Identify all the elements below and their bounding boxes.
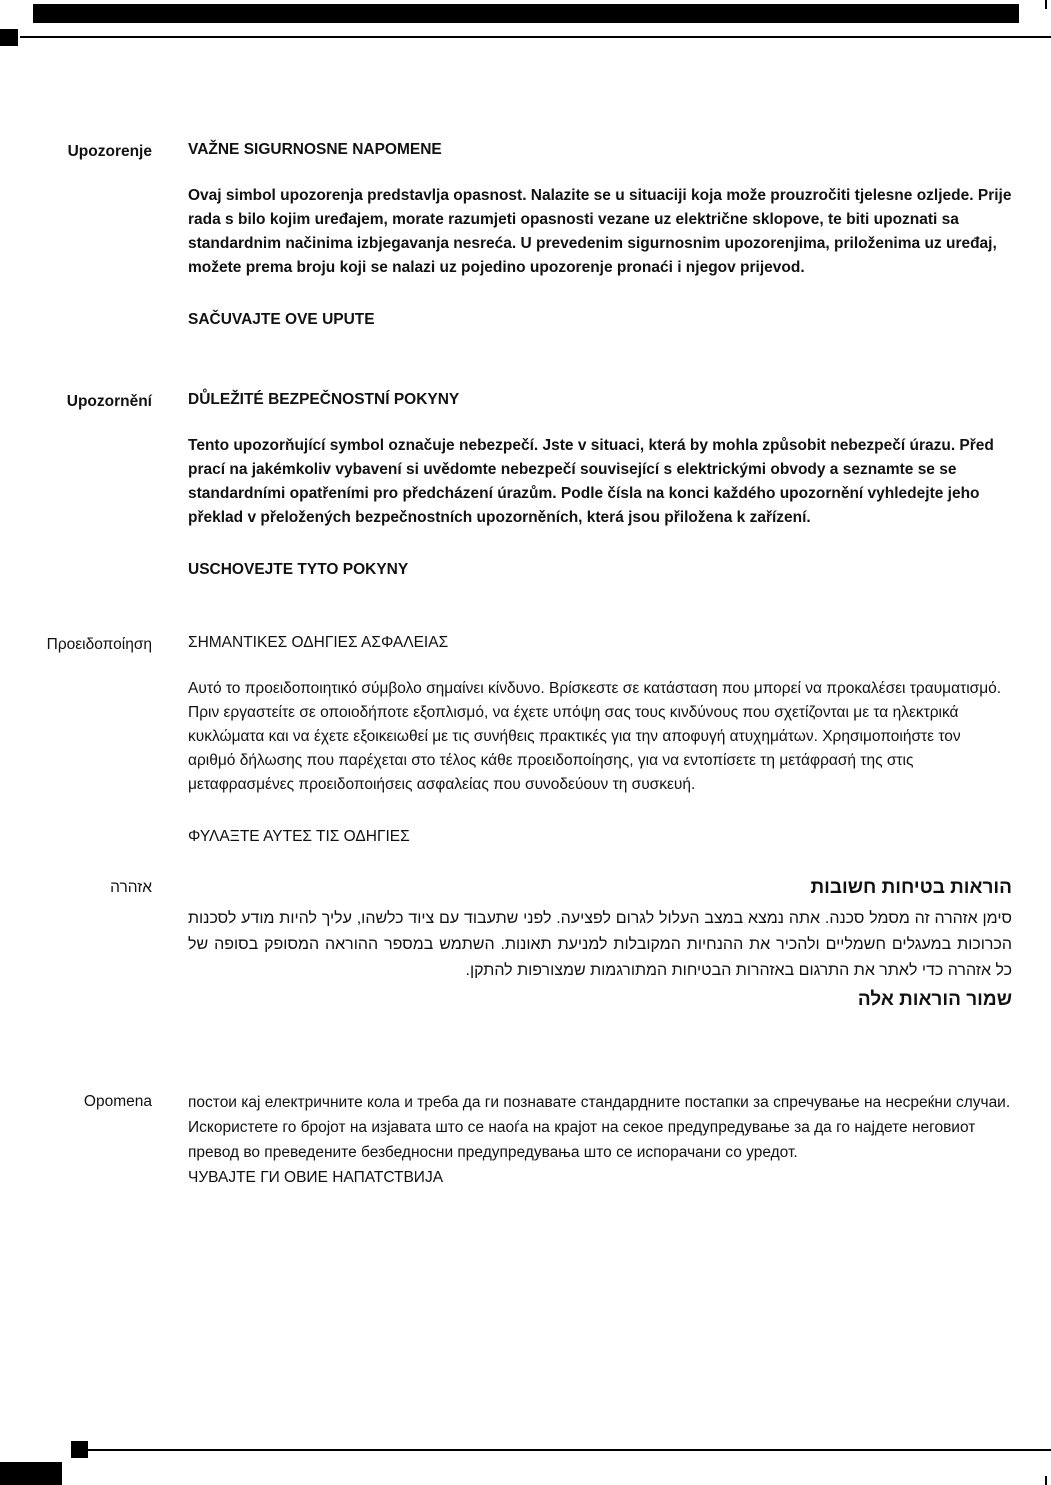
crop-square-top-left	[0, 29, 18, 46]
warning-heading: VAŽNE SIGURNOSNE NAPOMENE	[188, 141, 442, 158]
warning-section-greek	[0, 633, 1051, 847]
warning-text-block	[188, 390, 1012, 580]
header-rule	[20, 36, 1051, 38]
warning-section-czech	[0, 390, 1051, 580]
warning-text-block	[188, 633, 1012, 847]
bottom-banner-bar	[0, 1462, 62, 1485]
warning-body: постои кај електричните кола и треба да ги познавате стандардните постапки за спречување на несреќни случаи. Искористете го бројот на изјавата што се наоѓа на крајот на секое предупредување за да го најдете неговиот превод во преведените безбедносни предупредувања што се испорачани со уредот.	[188, 1094, 1011, 1161]
warning-save-instruction: שמור הוראות אלה	[857, 989, 1012, 1010]
warning-label: Upozornění	[66, 393, 152, 410]
warning-body: Ovaj simbol upozorenja predstavlja opasnost. Nalazite se u situaciji koja može prouzročiti tjelesne ozljede. Prije rada s bilo kojim uređajem, morate razumjeti opasnosti vezane uz električne sklopove, te biti upoznati sa standardnim načinima izbjegavanja nesreća. U prevedenim sigurnosnim upozorenjima, priloženima uz uređaj, možete prema broju koji se nalazi uz pojedino upozorenje pronaći i njegov prijevod.	[188, 187, 1012, 276]
warning-heading: ΣΗΜΑΝΤΙΚΕΣ ΟΔΗΓΙΕΣ ΑΣΦΑΛΕΙΑΣ	[188, 634, 449, 651]
warning-label: Opomena	[83, 1093, 152, 1110]
warning-save-instruction: ЧУВАЈТЕ ГИ ОВИЕ НАПАТСТВИЈА	[188, 1169, 444, 1186]
crop-tick-top-right	[1045, 0, 1047, 9]
warning-label: Upozorenje	[67, 143, 152, 160]
warning-body: Tento upozorňující symbol označuje nebezpečí. Jste v situaci, která by mohla způsobit nebezpečí úrazu. Před prací na jakémkoliv vybavení si uvědomte nebezpečí související s elektrickými obvody a seznamte se se standardními opatřeními pro předcházení úrazům. Podle čísla na konci každého upozornění vyhledejte jeho překlad v přeložených bezpečnostních upozorněních, která jsou přiložena k zařízení.	[188, 437, 994, 526]
footer-rule	[85, 1449, 1051, 1451]
warning-text-block	[188, 1090, 1012, 1190]
warning-body: Αυτό το προειδοποιητικό σύμβολο σημαίνει κίνδυνο. Βρίσκεστε σε κατάσταση που μπορεί να προκαλέσει τραυματισμό. Πριν εργαστείτε σε οποιοδήποτε εξοπλισμό, να έχετε υπόψη σας τους κινδύνους που σχετίζονται με τα ηλεκτρικά κυκλώματα και να έχετε εξοικειωθεί με τις συνήθεις πρακτικές για την αποφυγή ατυχημάτων. Χρησιμοποιήστε τον αριθμό δήλωσης που παρέχεται στο τέλος κάθε προειδοποίησης, για να εντοπίσετε τη μετάφρασή της στις μεταφρασμένες προειδοποιήσεις ασφαλείας που συνοδεύουν τη συσκευή.	[188, 680, 1002, 793]
warning-label: Προειδοποίηση	[46, 636, 152, 653]
warning-section-hebrew	[0, 876, 1051, 1012]
warning-heading: DŮLEŽITÉ BEZPEČNOSTNÍ POKYNY	[188, 391, 460, 408]
crop-square-bottom-left	[71, 1441, 88, 1458]
crop-tick-bottom-right	[1045, 1476, 1047, 1485]
warning-save-instruction: SAČUVAJTE OVE UPUTE	[188, 311, 375, 328]
warning-heading: הוראות בטיחות חשובות	[810, 877, 1012, 898]
warning-section-macedonian	[0, 1090, 1051, 1190]
warning-section-croatian	[0, 140, 1051, 330]
warning-save-instruction: USCHOVEJTE TYTO POKYNY	[188, 561, 409, 578]
warning-text-block	[188, 876, 1012, 1012]
top-banner-bar	[33, 4, 1019, 23]
warning-text-block	[188, 140, 1012, 330]
warning-body: סימן אזהרה זה מסמל סכנה. אתה נמצא במצב העלול לגרום לפציעה. לפני שתעבוד עם ציוד כלשהו, עליך להיות מודע לסכנות הכרוכות במעגלים חשמליים ולהכיר את ההנחיות המקובלות למניעת תאונות. השתמש במספר ההוראה המסופק בסופה של כל אזהרה כדי לאתר את התרגום באזהרות הבטיחות המתורגמות שמצורפות להתקן.	[188, 910, 1012, 979]
warning-label: אזהרה	[110, 879, 152, 896]
warning-save-instruction: ΦΥΛΑΞΤΕ ΑΥΤΕΣ ΤΙΣ ΟΔΗΓΙΕΣ	[188, 828, 410, 845]
